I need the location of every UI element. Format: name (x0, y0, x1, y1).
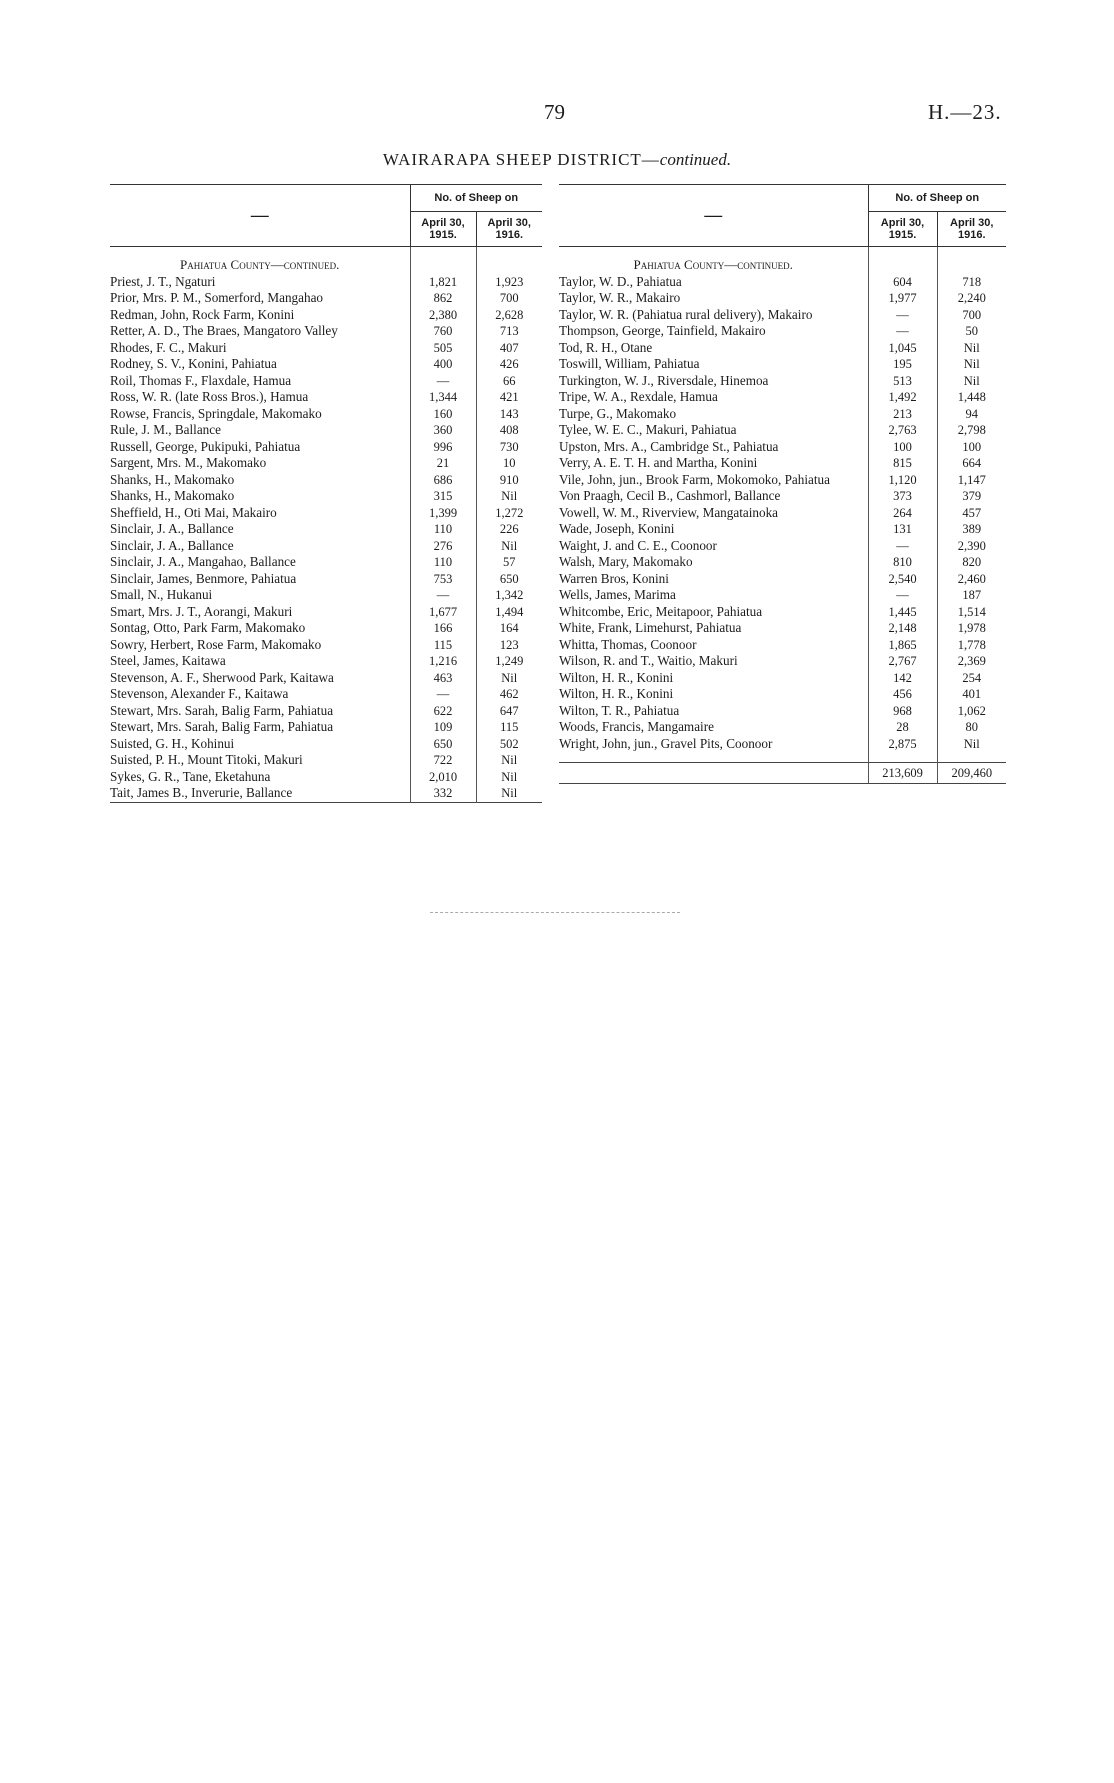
sheep-1916: 226 (476, 521, 542, 538)
sheep-1916: 1,272 (476, 505, 542, 522)
sheep-1916: 407 (476, 340, 542, 357)
owner-name: Taylor, W. D., Pahiatua (559, 273, 682, 289)
sheep-1915: — (868, 587, 937, 604)
sheep-1916: 2,628 (476, 307, 542, 324)
owner-name: Tait, James B., Inverurie, Ballance (110, 785, 293, 800)
sheep-1915: 2,540 (868, 571, 937, 588)
owner-name: Woods, Francis, Mangamaire (559, 719, 714, 734)
april-1916-header: April 30, 1916. (476, 212, 542, 247)
owner-name: Ross, W. R. (late Ross Bros.), Hamua (110, 389, 309, 404)
owner-name: Sowry, Herbert, Rose Farm, Makomako (110, 636, 322, 652)
april-1915-header: April 30, 1915. (868, 212, 937, 247)
sheep-1916: 713 (476, 323, 542, 340)
table-row (110, 290, 542, 307)
sheep-1916: 401 (937, 686, 1006, 703)
sheep-1916: 457 (937, 505, 1006, 522)
owner-name: Redman, John, Rock Farm, Konini (110, 306, 295, 322)
owner-name: Tripe, W. A., Rexdale, Hamua (559, 389, 718, 404)
owner-name: Sykes, G. R., Tane, Eketahuna (110, 768, 271, 784)
table-row (559, 554, 1006, 571)
sheep-1915: 110 (410, 554, 476, 571)
owner-name: Sinclair, J. A., Ballance (110, 537, 234, 553)
sheep-1915: 810 (868, 554, 937, 571)
sheep-1915: 604 (868, 274, 937, 291)
owner-name: Smart, Mrs. J. T., Aorangi, Makuri (110, 603, 293, 619)
april-1915-header: April 30, 1915. (410, 212, 476, 247)
sheep-1915: 213 (868, 406, 937, 423)
owner-name: Tod, R. H., Otane (559, 339, 653, 355)
owner-name: Wilton, H. R., Konini (559, 686, 674, 701)
sheep-1916: 1,342 (476, 587, 542, 604)
owner-name: Rowse, Francis, Springdale, Makomako (110, 405, 322, 421)
table-row (110, 422, 542, 439)
table-row (110, 769, 542, 786)
total-row (559, 763, 1006, 784)
sheep-1915: 2,148 (868, 620, 937, 637)
sheep-1916: 57 (476, 554, 542, 571)
sheep-1916: 2,798 (937, 422, 1006, 439)
sheep-1916: 143 (476, 406, 542, 423)
sheep-1915: — (868, 307, 937, 324)
table-row (110, 620, 542, 637)
sheep-1916: 426 (476, 356, 542, 373)
owner-name: Whitcombe, Eric, Meitapoor, Pahiatua (559, 603, 763, 619)
sheep-1915: 996 (410, 439, 476, 456)
sheep-1916: 820 (937, 554, 1006, 571)
sheep-1916: 50 (937, 323, 1006, 340)
sheep-1916: 1,978 (937, 620, 1006, 637)
table-row (559, 604, 1006, 621)
sheep-1915: 115 (410, 637, 476, 654)
table-row (110, 439, 542, 456)
sheep-1916: 115 (476, 719, 542, 736)
sheep-1915: 373 (868, 488, 937, 505)
owner-name: Vowell, W. M., Riverview, Mangatainoka (559, 504, 779, 520)
owner-name: Sheffield, H., Oti Mai, Makairo (110, 504, 277, 520)
table-row (559, 290, 1006, 307)
owner-name: Tylee, W. E. C., Makuri, Pahiatua (559, 422, 737, 437)
left-sheep-table (110, 184, 542, 805)
owner-name: Sontag, Otto, Park Farm, Makomako (110, 620, 306, 635)
table-row (110, 472, 542, 489)
owner-name: Shanks, H., Makomako (110, 471, 235, 487)
sheep-1915: 1,977 (868, 290, 937, 307)
table-row (110, 554, 542, 571)
sheep-1915: 1,865 (868, 637, 937, 654)
sheep-1915: — (868, 323, 937, 340)
sheep-1915: 21 (410, 455, 476, 472)
sheep-1915: — (410, 373, 476, 390)
sheep-1916: Nil (937, 356, 1006, 373)
sheep-1916: 100 (937, 439, 1006, 456)
owner-name: Shanks, H., Makomako (110, 488, 235, 503)
owner-name: Stevenson, A. F., Sherwood Park, Kaitawa (110, 669, 334, 685)
owner-name: Warren Bros, Konini (559, 570, 669, 586)
title-continued: continued. (659, 150, 732, 169)
table-row (110, 274, 542, 291)
table-row (559, 422, 1006, 439)
sheep-1915: 195 (868, 356, 937, 373)
name-column-header: — (559, 185, 868, 247)
sheep-1915: 2,380 (410, 307, 476, 324)
sheep-1915: 2,010 (410, 769, 476, 786)
table-row (110, 488, 542, 505)
table-row (110, 356, 542, 373)
owner-name: Sinclair, J. A., Ballance (110, 521, 234, 536)
owner-name: Roil, Thomas F., Flaxdale, Hamua (110, 372, 292, 388)
table-row (559, 356, 1006, 373)
sheep-1916: Nil (476, 670, 542, 687)
owner-name: Sinclair, J. A., Mangahao, Ballance (110, 554, 296, 569)
table-row (559, 472, 1006, 489)
table-row (110, 736, 542, 753)
page-number: 79 (544, 100, 565, 124)
sheep-1916: 389 (937, 521, 1006, 538)
owner-name: Verry, A. E. T. H. and Martha, Konini (559, 455, 758, 470)
sheep-1916: 254 (937, 670, 1006, 687)
print-smudge (430, 912, 680, 914)
owner-name: Sinclair, James, Benmore, Pahiatua (110, 570, 297, 586)
sheep-1916: 647 (476, 703, 542, 720)
table-row (110, 703, 542, 720)
owner-name: Upston, Mrs. A., Cambridge St., Pahiatua (559, 438, 779, 454)
april-1916-header: April 30, 1916. (937, 212, 1006, 247)
sheep-1915: 2,875 (868, 736, 937, 753)
owner-name: Von Praagh, Cecil B., Cashmorl, Ballance (559, 488, 781, 503)
sheep-1915: 760 (410, 323, 476, 340)
sheep-1916: Nil (476, 752, 542, 769)
owner-name: Turkington, W. J., Riversdale, Hinemoa (559, 372, 769, 388)
sheep-1915: 1,492 (868, 389, 937, 406)
sheep-1915: 968 (868, 703, 937, 720)
owner-name: Prior, Mrs. P. M., Somerford, Mangahao (110, 290, 324, 305)
title-main: WAIRARAPA SHEEP DISTRICT— (382, 150, 660, 169)
sheep-1916: 2,390 (937, 538, 1006, 555)
table-row (110, 571, 542, 588)
owner-name: Sargent, Mrs. M., Makomako (110, 455, 267, 470)
table-row (559, 406, 1006, 423)
sheep-1916: 408 (476, 422, 542, 439)
sheep-1916: 2,240 (937, 290, 1006, 307)
sheep-1916: 10 (476, 455, 542, 472)
sheep-1916: 1,923 (476, 274, 542, 291)
sheep-1915: 1,045 (868, 340, 937, 357)
owner-name: Rodney, S. V., Konini, Pahiatua (110, 356, 277, 371)
table-row (559, 340, 1006, 357)
table-row (559, 323, 1006, 340)
sheep-1916: 123 (476, 637, 542, 654)
table-row (110, 719, 542, 736)
owner-name: Steel, James, Kaitawa (110, 653, 226, 668)
table-row (110, 752, 542, 769)
sheep-1915: 332 (410, 785, 476, 802)
sheep-1916: Nil (476, 785, 542, 802)
owner-name: Rule, J. M., Ballance (110, 422, 221, 437)
sheep-1915: 264 (868, 505, 937, 522)
table-row (559, 538, 1006, 555)
sheep-1916: 164 (476, 620, 542, 637)
table-row (559, 455, 1006, 472)
owner-name: Suisted, G. H., Kohinui (110, 735, 235, 751)
sheep-1916: 462 (476, 686, 542, 703)
table-row (110, 604, 542, 621)
sheep-1915: 1,216 (410, 653, 476, 670)
sheep-1915: 650 (410, 736, 476, 753)
sheep-1915: — (868, 538, 937, 555)
sheep-1916: 66 (476, 373, 542, 390)
section-heading: Pahiatua County—continued. (633, 257, 793, 272)
sheep-1916: Nil (937, 736, 1006, 753)
table-row (559, 620, 1006, 637)
sheep-count-header: No. of Sheep on (410, 185, 542, 212)
sheep-1916: Nil (937, 340, 1006, 357)
page-title (0, 150, 1114, 170)
sheep-1915: 722 (410, 752, 476, 769)
owner-name: Retter, A. D., The Braes, Mangatoro Valley (110, 323, 338, 338)
sheep-1916: 1,062 (937, 703, 1006, 720)
owner-name: Turpe, G., Makomako (559, 405, 677, 421)
sheep-1915: 166 (410, 620, 476, 637)
table-row (110, 389, 542, 406)
sheep-1915: 109 (410, 719, 476, 736)
sheep-1916: 718 (937, 274, 1006, 291)
owner-name: Whitta, Thomas, Coonoor (559, 636, 697, 652)
sheep-1915: 110 (410, 521, 476, 538)
table-row (559, 439, 1006, 456)
name-column-header: — (110, 185, 410, 247)
sheep-1915: 131 (868, 521, 937, 538)
sheep-1916: 1,448 (937, 389, 1006, 406)
sheep-1916: 664 (937, 455, 1006, 472)
table-row (110, 406, 542, 423)
sheep-1916: Nil (476, 769, 542, 786)
table-row (110, 587, 542, 604)
owner-name: Walsh, Mary, Makomako (559, 554, 693, 569)
sheep-1915: 142 (868, 670, 937, 687)
sheep-1916: 502 (476, 736, 542, 753)
sheep-1915: 100 (868, 439, 937, 456)
sheep-1915: 1,120 (868, 472, 937, 489)
sheep-1916: 94 (937, 406, 1006, 423)
table-row (110, 455, 542, 472)
owner-name: Stewart, Mrs. Sarah, Balig Farm, Pahiatua (110, 719, 334, 734)
sheep-1915: 1,445 (868, 604, 937, 621)
table-row (559, 571, 1006, 588)
sheep-1916: Nil (937, 373, 1006, 390)
owner-name: Stewart, Mrs. Sarah, Balig Farm, Pahiatua (110, 702, 334, 718)
owner-name: Wells, James, Marima (559, 587, 676, 602)
owner-name: Wilton, T. R., Pahiatua (559, 702, 680, 718)
sheep-1915: 360 (410, 422, 476, 439)
sheep-1916: 1,778 (937, 637, 1006, 654)
right-sheep-table (559, 184, 1006, 784)
sheep-1915: 1,344 (410, 389, 476, 406)
owner-name: Rhodes, F. C., Makuri (110, 339, 227, 355)
owner-name: Waight, J. and C. E., Coonoor (559, 537, 717, 553)
table-row (110, 340, 542, 357)
owner-name: White, Frank, Limehurst, Pahiatua (559, 620, 742, 635)
sheep-1916: 379 (937, 488, 1006, 505)
owner-name: Vile, John, jun., Brook Farm, Mokomoko, Pahiatua (559, 471, 830, 487)
table-row (559, 389, 1006, 406)
sheep-1915: 513 (868, 373, 937, 390)
sheep-1915: 622 (410, 703, 476, 720)
sheep-1915: 2,767 (868, 653, 937, 670)
owner-name: Wilson, R. and T., Waitio, Makuri (559, 653, 738, 668)
sheep-1916: 1,147 (937, 472, 1006, 489)
table-row (559, 686, 1006, 703)
table-row (110, 785, 542, 802)
table-row (110, 307, 542, 324)
owner-name: Thompson, George, Tainfield, Makairo (559, 323, 766, 338)
table-row (110, 505, 542, 522)
owner-name: Priest, J. T., Ngaturi (110, 273, 216, 289)
section-heading: Pahiatua County—continued. (180, 257, 340, 272)
owner-name: Toswill, William, Pahiatua (559, 356, 700, 371)
sheep-1915: 315 (410, 488, 476, 505)
owner-name: Wilton, H. R., Konini (559, 669, 674, 685)
table-row (559, 587, 1006, 604)
sheep-1916: 2,369 (937, 653, 1006, 670)
sheep-1916: 1,494 (476, 604, 542, 621)
sheep-1916: Nil (476, 538, 542, 555)
table-row (559, 719, 1006, 736)
sheep-1916: 421 (476, 389, 542, 406)
sheep-1916: 650 (476, 571, 542, 588)
table-row (559, 307, 1006, 324)
sheep-1916: 1,514 (937, 604, 1006, 621)
table-row (110, 323, 542, 340)
table-row (559, 653, 1006, 670)
sheep-1915: 28 (868, 719, 937, 736)
sheep-1915: 400 (410, 356, 476, 373)
sheep-1916: 2,460 (937, 571, 1006, 588)
total-1915: 213,609 (868, 763, 937, 784)
table-row (110, 670, 542, 687)
total-1916: 209,460 (937, 763, 1006, 784)
sheep-count-header: No. of Sheep on (868, 185, 1006, 212)
table-row (110, 373, 542, 390)
sheep-1915: — (410, 686, 476, 703)
owner-name: Suisted, P. H., Mount Titoki, Makuri (110, 752, 303, 767)
table-row (559, 274, 1006, 291)
sheep-1915: 2,763 (868, 422, 937, 439)
owner-name: Wade, Joseph, Konini (559, 521, 675, 536)
sheep-1916: 700 (476, 290, 542, 307)
sheep-1915: 505 (410, 340, 476, 357)
sheep-1916: 187 (937, 587, 1006, 604)
table-row (559, 670, 1006, 687)
sheep-1915: 1,399 (410, 505, 476, 522)
table-row (559, 373, 1006, 390)
owner-name: Stevenson, Alexander F., Kaitawa (110, 686, 289, 701)
sheep-1915: 753 (410, 571, 476, 588)
sheep-1915: 1,821 (410, 274, 476, 291)
sheep-1915: 456 (868, 686, 937, 703)
owner-name: Small, N., Hukanui (110, 587, 213, 602)
sheep-1916: 910 (476, 472, 542, 489)
table-row (110, 521, 542, 538)
sheep-1916: 700 (937, 307, 1006, 324)
table-row (559, 488, 1006, 505)
table-row (559, 736, 1006, 753)
sheep-1915: 686 (410, 472, 476, 489)
sheep-1916: 1,249 (476, 653, 542, 670)
sheep-1916: 730 (476, 439, 542, 456)
owner-name: Wright, John, jun., Gravel Pits, Coonoor (559, 735, 773, 751)
owner-name: Taylor, W. R., Makairo (559, 290, 681, 305)
sheep-1915: 862 (410, 290, 476, 307)
table-row (110, 653, 542, 670)
sheep-1915: 1,677 (410, 604, 476, 621)
document-code: H.—23. (928, 100, 1002, 124)
table-row (110, 637, 542, 654)
owner-name: Taylor, W. R. (Pahiatua rural delivery), Makairo (559, 306, 813, 322)
sheep-1915: 815 (868, 455, 937, 472)
table-row (559, 703, 1006, 720)
sheep-1915: 160 (410, 406, 476, 423)
table-row (559, 521, 1006, 538)
sheep-1915: 276 (410, 538, 476, 555)
owner-name: Russell, George, Pukipuki, Pahiatua (110, 438, 301, 454)
table-row (559, 637, 1006, 654)
sheep-1915: 463 (410, 670, 476, 687)
sheep-1916: 80 (937, 719, 1006, 736)
sheep-1916: Nil (476, 488, 542, 505)
table-row (110, 538, 542, 555)
table-row (559, 505, 1006, 522)
table-row (110, 686, 542, 703)
sheep-1915: — (410, 587, 476, 604)
